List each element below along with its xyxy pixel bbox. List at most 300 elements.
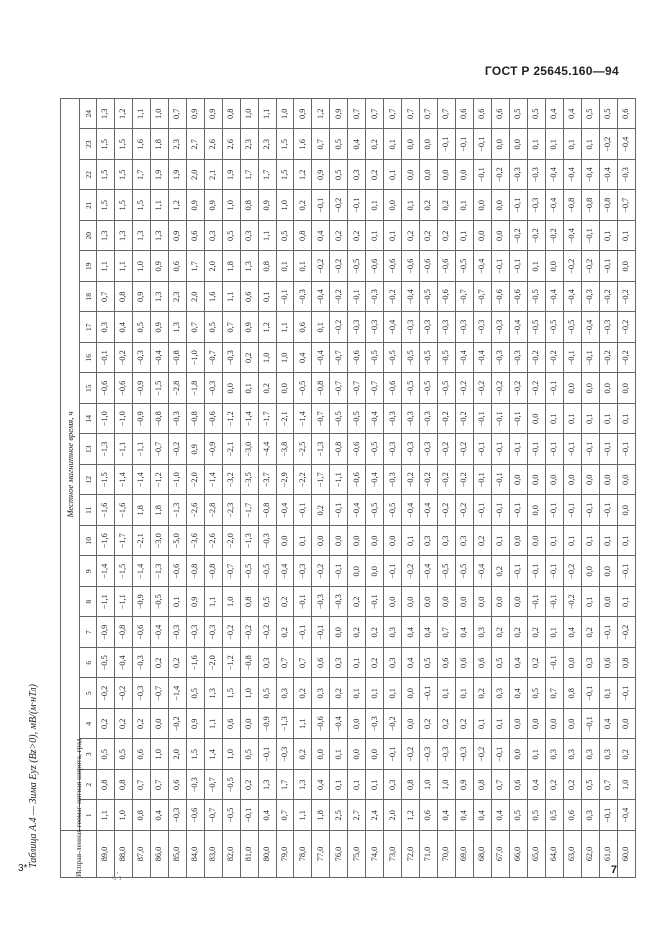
table-row: [491, 99, 509, 878]
value-cell: 1,3: [97, 99, 115, 130]
latitude-cell: 72,0: [402, 831, 420, 878]
value-cell: −0,8: [330, 434, 348, 465]
table-row: [97, 99, 115, 878]
value-cell: 0,2: [294, 190, 312, 221]
value-cell: −0,6: [312, 709, 330, 740]
table-row: [204, 99, 222, 878]
value-cell: 1,5: [97, 160, 115, 191]
value-cell: −0,3: [402, 312, 420, 343]
latitude-cell: 89,0: [97, 831, 115, 878]
value-cell: 0,1: [545, 617, 563, 648]
value-cell: −2,1: [132, 526, 150, 557]
value-cell: −0,6: [420, 251, 438, 282]
value-cell: 0,0: [456, 160, 474, 191]
value-cell: −0,3: [294, 282, 312, 313]
hour-header: 7: [80, 617, 97, 648]
value-cell: 2,0: [168, 739, 186, 770]
value-cell: −0,5: [222, 770, 240, 801]
value-cell: −0,2: [258, 617, 276, 648]
value-cell: 0,7: [402, 99, 420, 130]
value-cell: −0,3: [581, 282, 599, 313]
value-cell: 1,9: [222, 160, 240, 191]
value-cell: −0,7: [222, 556, 240, 587]
value-cell: −0,3: [258, 526, 276, 557]
value-cell: −0,5: [438, 373, 456, 404]
value-cell: −0,7: [150, 678, 168, 709]
value-cell: −1,1: [132, 434, 150, 465]
value-cell: −1,0: [114, 404, 132, 435]
value-cell: −0,1: [366, 587, 384, 618]
hour-header: 1: [80, 800, 97, 831]
value-cell: −0,4: [348, 495, 366, 526]
value-cell: −0,1: [474, 465, 492, 496]
value-cell: 0,3: [258, 648, 276, 679]
value-cell: −1,1: [97, 587, 115, 618]
value-cell: 0,1: [384, 129, 402, 160]
value-cell: 1,1: [97, 251, 115, 282]
value-cell: 0,1: [330, 739, 348, 770]
value-cell: 0,8: [114, 282, 132, 313]
value-cell: 1,3: [240, 251, 258, 282]
value-cell: 0,2: [312, 495, 330, 526]
latitude-cell: 73,0: [384, 831, 402, 878]
latitude-cell: 65,0: [527, 831, 545, 878]
value-cell: 0,0: [456, 587, 474, 618]
value-cell: 0,1: [258, 282, 276, 313]
value-cell: −0,1: [563, 434, 581, 465]
value-cell: −0,1: [509, 434, 527, 465]
value-cell: 0,2: [240, 343, 258, 374]
value-cell: 0,9: [204, 99, 222, 130]
value-cell: −0,1: [420, 678, 438, 709]
value-cell: 0,0: [420, 587, 438, 618]
value-cell: −0,3: [402, 434, 420, 465]
value-cell: 1,0: [276, 99, 294, 130]
value-cell: 0,3: [240, 221, 258, 252]
value-cell: 1,1: [204, 709, 222, 740]
value-cell: 0,2: [545, 770, 563, 801]
value-cell: 2,0: [186, 282, 204, 313]
value-cell: 0,0: [330, 617, 348, 648]
hour-header: 2: [80, 770, 97, 801]
value-cell: 1,5: [114, 190, 132, 221]
value-cell: 0,8: [474, 770, 492, 801]
value-cell: −4,4: [258, 434, 276, 465]
value-cell: 0,1: [599, 221, 617, 252]
value-cell: −0,1: [97, 343, 115, 374]
value-cell: −0,4: [384, 312, 402, 343]
value-cell: −1,6: [97, 495, 115, 526]
value-cell: −0,4: [114, 648, 132, 679]
value-cell: −0,3: [186, 617, 204, 648]
value-cell: −0,3: [132, 678, 150, 709]
value-cell: −1,5: [114, 556, 132, 587]
value-cell: −0,2: [617, 617, 635, 648]
value-cell: 0,0: [581, 465, 599, 496]
value-cell: 1,6: [132, 129, 150, 160]
value-cell: −0,2: [384, 709, 402, 740]
value-cell: −0,8: [114, 617, 132, 648]
value-cell: 0,4: [474, 800, 492, 831]
value-cell: 0,2: [348, 617, 366, 648]
table-row: [312, 99, 330, 878]
value-cell: −0,5: [348, 251, 366, 282]
value-cell: 1,2: [312, 99, 330, 130]
value-cell: 0,7: [599, 770, 617, 801]
value-cell: −2,1: [222, 434, 240, 465]
value-cell: −0,2: [599, 129, 617, 160]
value-cell: −0,4: [420, 556, 438, 587]
latitude-cell: 74,0: [366, 831, 384, 878]
latitude-cell: 67,0: [491, 831, 509, 878]
value-cell: 0,2: [132, 709, 150, 740]
latitude-cell: 87,0: [132, 831, 150, 878]
value-cell: −0,1: [581, 678, 599, 709]
value-cell: −0,4: [474, 343, 492, 374]
value-cell: −0,4: [474, 251, 492, 282]
latitude-cell: 81,0: [240, 831, 258, 878]
value-cell: 0,0: [617, 465, 635, 496]
value-cell: −2,0: [186, 465, 204, 496]
value-cell: 1,5: [276, 129, 294, 160]
value-cell: 0,0: [474, 587, 492, 618]
value-cell: −0,5: [456, 251, 474, 282]
value-cell: 0,2: [150, 648, 168, 679]
value-cell: 0,3: [581, 800, 599, 831]
value-cell: −0,4: [276, 556, 294, 587]
value-cell: −0,4: [545, 190, 563, 221]
value-cell: 0,0: [599, 465, 617, 496]
latitude-cell: 85,0: [168, 831, 186, 878]
value-cell: 0,0: [545, 251, 563, 282]
value-cell: 0,4: [438, 800, 456, 831]
value-cell: −0,5: [366, 343, 384, 374]
value-cell: 0,5: [491, 648, 509, 679]
value-cell: −0,3: [617, 160, 635, 191]
value-cell: −0,2: [617, 312, 635, 343]
value-cell: −0,3: [384, 434, 402, 465]
value-cell: 1,3: [114, 221, 132, 252]
value-cell: −2,8: [168, 373, 186, 404]
value-cell: −0,1: [294, 587, 312, 618]
value-cell: 0,6: [222, 709, 240, 740]
value-cell: 0,4: [509, 678, 527, 709]
value-cell: −0,5: [384, 495, 402, 526]
value-cell: −0,2: [456, 465, 474, 496]
value-cell: 0,0: [384, 526, 402, 557]
table-row: [168, 99, 186, 878]
latitude-cell: 71,0: [420, 831, 438, 878]
value-cell: −0,4: [581, 312, 599, 343]
hour-header: 23: [80, 129, 97, 160]
value-cell: 2,3: [258, 129, 276, 160]
value-cell: 0,8: [563, 678, 581, 709]
value-cell: −0,2: [456, 434, 474, 465]
value-cell: −0,5: [527, 312, 545, 343]
value-cell: 0,5: [545, 800, 563, 831]
value-cell: 0,4: [599, 709, 617, 740]
value-cell: 1,2: [294, 160, 312, 191]
value-cell: 2,0: [186, 160, 204, 191]
value-cell: −1,4: [168, 678, 186, 709]
value-cell: 0,5: [240, 739, 258, 770]
value-cell: 0,9: [312, 160, 330, 191]
value-cell: −1,2: [150, 465, 168, 496]
value-cell: −0,9: [132, 404, 150, 435]
value-cell: −0,2: [545, 343, 563, 374]
value-cell: −0,1: [276, 282, 294, 313]
table-row: [545, 99, 563, 878]
value-cell: −0,3: [168, 404, 186, 435]
value-cell: −0,2: [563, 251, 581, 282]
value-cell: 1,8: [222, 251, 240, 282]
latitude-cell: 63,0: [563, 831, 581, 878]
value-cell: −0,5: [402, 373, 420, 404]
value-cell: 0,1: [276, 251, 294, 282]
table-body: [97, 99, 636, 878]
value-cell: 0,0: [509, 587, 527, 618]
value-cell: 0,1: [456, 190, 474, 221]
value-cell: 0,5: [420, 648, 438, 679]
value-cell: 1,0: [258, 343, 276, 374]
value-cell: 0,4: [312, 770, 330, 801]
value-cell: −0,2: [402, 739, 420, 770]
value-cell: −0,7: [456, 282, 474, 313]
value-cell: 0,0: [276, 526, 294, 557]
value-cell: −0,2: [456, 404, 474, 435]
value-cell: 0,5: [509, 800, 527, 831]
value-cell: 0,0: [474, 221, 492, 252]
value-cell: −0,1: [456, 129, 474, 160]
value-cell: −0,5: [420, 373, 438, 404]
value-cell: −0,1: [617, 556, 635, 587]
value-cell: 0,9: [330, 99, 348, 130]
value-cell: 0,3: [581, 648, 599, 679]
value-cell: −0,3: [474, 312, 492, 343]
value-cell: 1,1: [204, 587, 222, 618]
value-cell: 0,1: [366, 678, 384, 709]
value-cell: 0,0: [438, 160, 456, 191]
value-cell: 0,7: [294, 648, 312, 679]
value-cell: −0,2: [330, 190, 348, 221]
value-cell: −2,9: [276, 465, 294, 496]
latitude-cell: 70,0: [438, 831, 456, 878]
value-cell: −0,4: [545, 160, 563, 191]
value-cell: 0,1: [348, 678, 366, 709]
value-cell: 0,3: [599, 739, 617, 770]
value-cell: 0,0: [402, 709, 420, 740]
value-cell: −0,1: [491, 465, 509, 496]
value-cell: −0,3: [294, 556, 312, 587]
value-cell: 0,2: [527, 648, 545, 679]
value-cell: 0,0: [617, 373, 635, 404]
value-cell: −0,2: [527, 221, 545, 252]
value-cell: −0,7: [348, 373, 366, 404]
value-cell: 0,2: [366, 129, 384, 160]
value-cell: −0,3: [420, 404, 438, 435]
value-cell: −0,2: [312, 556, 330, 587]
value-cell: −0,1: [330, 495, 348, 526]
latitude-cell: 88,0: [114, 831, 132, 878]
value-cell: 0,6: [456, 99, 474, 130]
value-cell: −0,6: [384, 251, 402, 282]
value-cell: −0,1: [581, 434, 599, 465]
value-cell: −0,2: [599, 282, 617, 313]
value-cell: 1,2: [402, 800, 420, 831]
value-cell: 0,1: [438, 678, 456, 709]
value-cell: 0,2: [258, 373, 276, 404]
value-cell: −0,7: [150, 434, 168, 465]
value-cell: −0,2: [563, 556, 581, 587]
value-cell: 0,2: [420, 221, 438, 252]
value-cell: −0,1: [527, 587, 545, 618]
value-cell: −0,8: [581, 190, 599, 221]
value-cell: −0,2: [527, 343, 545, 374]
value-cell: −0,4: [402, 282, 420, 313]
value-cell: −0,3: [438, 739, 456, 770]
value-cell: −1,4: [132, 465, 150, 496]
value-cell: −1,2: [222, 648, 240, 679]
value-cell: 0,4: [527, 770, 545, 801]
value-cell: −0,4: [617, 800, 635, 831]
value-cell: −0,2: [456, 373, 474, 404]
value-cell: 0,3: [563, 739, 581, 770]
value-cell: 1,3: [132, 221, 150, 252]
value-cell: −0,3: [366, 282, 384, 313]
value-cell: −0,4: [545, 282, 563, 313]
value-cell: −0,6: [204, 404, 222, 435]
value-cell: 0,7: [384, 99, 402, 130]
value-cell: −0,3: [186, 770, 204, 801]
value-cell: −0,3: [456, 739, 474, 770]
value-cell: 0,4: [312, 221, 330, 252]
value-cell: −0,6: [186, 800, 204, 831]
value-cell: 0,5: [330, 129, 348, 160]
value-cell: −0,3: [491, 343, 509, 374]
value-cell: −1,4: [97, 556, 115, 587]
value-cell: −3,7: [258, 465, 276, 496]
latitude-cell: 60,0: [617, 831, 635, 878]
value-cell: −0,5: [384, 343, 402, 374]
value-cell: 1,7: [276, 770, 294, 801]
value-cell: 1,1: [276, 312, 294, 343]
value-cell: −0,1: [545, 556, 563, 587]
value-cell: 0,0: [312, 739, 330, 770]
table-row: [276, 99, 294, 878]
value-cell: −0,6: [402, 251, 420, 282]
value-cell: −0,2: [438, 495, 456, 526]
value-cell: −0,6: [348, 434, 366, 465]
value-cell: −0,1: [545, 434, 563, 465]
value-cell: 0,9: [186, 587, 204, 618]
value-cell: −0,2: [168, 709, 186, 740]
value-cell: 2,3: [240, 129, 258, 160]
value-cell: 0,2: [438, 709, 456, 740]
latitude-header: Исправ-ленная геомаг-нитная широта, град: [61, 831, 97, 878]
value-cell: −0,2: [222, 617, 240, 648]
latitude-cell: 66,0: [509, 831, 527, 878]
value-cell: 0,4: [563, 617, 581, 648]
value-cell: −0,1: [491, 251, 509, 282]
value-cell: 0,9: [150, 312, 168, 343]
value-cell: −0,7: [312, 404, 330, 435]
value-cell: 0,3: [420, 526, 438, 557]
value-cell: 1,8: [132, 495, 150, 526]
value-cell: −2,8: [204, 495, 222, 526]
value-cell: 0,4: [456, 800, 474, 831]
value-cell: −0,3: [330, 587, 348, 618]
value-cell: 0,1: [402, 526, 420, 557]
value-cell: −0,2: [402, 556, 420, 587]
value-cell: 1,0: [222, 587, 240, 618]
value-cell: 0,1: [545, 129, 563, 160]
value-cell: 0,2: [276, 617, 294, 648]
value-cell: −0,1: [581, 495, 599, 526]
value-cell: 0,2: [420, 190, 438, 221]
value-cell: −1,6: [186, 648, 204, 679]
value-cell: 2,5: [330, 800, 348, 831]
value-cell: −0,5: [420, 343, 438, 374]
value-cell: −0,1: [509, 251, 527, 282]
value-cell: 0,1: [599, 404, 617, 435]
value-cell: 0,5: [186, 678, 204, 709]
value-cell: 0,0: [312, 526, 330, 557]
value-cell: 0,8: [258, 251, 276, 282]
value-cell: −0,2: [474, 373, 492, 404]
value-cell: 0,0: [438, 587, 456, 618]
value-cell: −0,4: [509, 312, 527, 343]
value-cell: −0,6: [509, 282, 527, 313]
value-cell: 0,5: [276, 221, 294, 252]
value-cell: 0,0: [420, 160, 438, 191]
value-cell: 0,6: [168, 770, 186, 801]
value-cell: 0,6: [312, 648, 330, 679]
value-cell: 0,5: [258, 678, 276, 709]
value-cell: −0,2: [240, 617, 258, 648]
value-cell: 0,0: [527, 526, 545, 557]
value-cell: −0,2: [456, 495, 474, 526]
value-cell: 0,0: [402, 160, 420, 191]
value-cell: −0,9: [97, 617, 115, 648]
value-cell: 1,0: [240, 99, 258, 130]
value-cell: −0,2: [312, 251, 330, 282]
value-cell: −0,8: [168, 343, 186, 374]
value-cell: −0,2: [402, 465, 420, 496]
value-cell: 0,6: [599, 648, 617, 679]
value-cell: −0,6: [348, 343, 366, 374]
hour-header: 14: [80, 404, 97, 435]
value-cell: 0,6: [420, 800, 438, 831]
value-cell: −0,1: [491, 739, 509, 770]
value-cell: 0,4: [402, 617, 420, 648]
value-cell: −0,1: [563, 343, 581, 374]
value-cell: −0,9: [258, 709, 276, 740]
value-cell: 2,0: [204, 251, 222, 282]
value-cell: −0,6: [168, 556, 186, 587]
value-cell: 0,0: [545, 465, 563, 496]
value-cell: 0,7: [420, 99, 438, 130]
value-cell: −0,7: [204, 343, 222, 374]
value-cell: −1,6: [97, 526, 115, 557]
value-cell: −0,5: [258, 556, 276, 587]
value-cell: 0,5: [258, 587, 276, 618]
value-cell: 2,7: [348, 800, 366, 831]
hour-header: 19: [80, 251, 97, 282]
value-cell: −0,2: [438, 434, 456, 465]
value-cell: −0,7: [366, 373, 384, 404]
value-cell: 0,8: [402, 770, 420, 801]
value-cell: −0,2: [599, 343, 617, 374]
